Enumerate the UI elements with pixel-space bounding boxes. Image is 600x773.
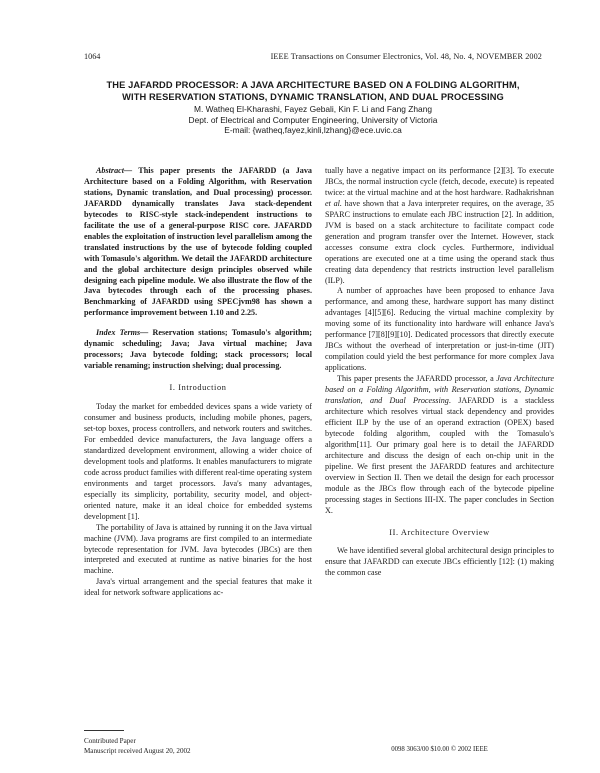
intro-paragraph-4: A number of approaches have been proposed to enhance Java performance, and among these, hardware support has many distinct advantages [4][5][6]. Reducing the virtual machine complexity by moving some of its functionality into hardware will enhance Java's performance [7][8][9][10]. Dedicated processors that directly execute JBCs without the overhead of interpretation or just-in-time (JIT) compilation could yield the best performance for more complex Java applications. bbox=[325, 286, 554, 373]
manuscript-received: Manuscript received August 20, 2002 bbox=[84, 747, 191, 755]
abstract-label: Abstract— bbox=[96, 166, 133, 175]
right-column bbox=[325, 166, 554, 579]
section-heading-introduction: I. Introduction bbox=[169, 383, 227, 393]
abstract-text: This paper presents the JAFARDD (a Java Architecture based on a Folding Algorithm, with Reservation stations, Dynamic translation, and Dual processing) processor. JAFARDD dynamically translates Java stack-dependent bytecodes to RISC-style stack-independent instructions to facilitate the use of a general-purpose RISC core. JAFARDD enables the exploitation of instruction level parallelism among the translated instructions by the use of bytecode folding coupled with Tomasulo's algorithm. We detail the JAFARDD architecture and the global architecture design principles observed while designing each pipeline module. We also illustrate the flow of the Java bytecodes through each of the processing phases. Benchmarking of JAFARDD using SPECjvm98 has shown a performance improvement between 1.10 and 2.25. bbox=[84, 166, 312, 318]
running-header bbox=[84, 52, 542, 64]
intro-paragraph-2: The portability of Java is attained by running it on the Java virtual machine (JVM). Java programs are first compiled to an intermediate bytecode representation for JVM. Java bytecodes (JBCs) are then interpreted and executed at runtime as native binaries for the host machine. bbox=[84, 522, 312, 576]
author-email: E-mail: {watheq,fayez,kinli,lzhang}@ece.uvic.ca bbox=[224, 125, 402, 135]
title-line-1: THE JAFARDD PROCESSOR: A JAVA ARCHITECTURE BASED ON A FOLDING ALGORITHM, bbox=[106, 80, 520, 90]
left-column bbox=[84, 166, 312, 599]
copyright-notice: 0098 3063/00 $10.00 © 2002 IEEE bbox=[391, 746, 488, 753]
author-block bbox=[84, 104, 542, 136]
intro-paragraph-3-cont bbox=[325, 166, 554, 286]
index-terms-text: Reservation stations; Tomasulo's algorithm; dynamic scheduling; Java; Java virtual machine; Java processors; Java bytecode folding; stack processors; local variable renaming; instruction shelving; dual processing. bbox=[84, 328, 312, 371]
text-run: tually have a negative impact on its performance [2][3]. To execute JBCs, the normal instruction cycle (fetch, decode, execute) is repeated twice: at the virtual machine and at the host hardware. Radhakrishnan bbox=[325, 166, 554, 197]
page-number: 1064 bbox=[84, 52, 101, 61]
intro-paragraph-1: Today the market for embedded devices spans a wide variety of consumer and business products, including mobile phones, pagers, set-top boxes, process controllers, and network routers and switches. For embedded device manufacturers, the Java language offers a standardized development environment, allowing a wider choice of development tools and platforms. It enables manufacturers to migrate code across product families with different real-time operating system environments and target processors. Java's many advantages, especially its simplicity, portability, security model, and object-oriented nature, make it an ideal choice for embedded systems development [1]. bbox=[84, 402, 312, 521]
footnote-divider bbox=[84, 730, 124, 731]
footnotes bbox=[84, 736, 312, 756]
author-affiliation: Dept. of Electrical and Computer Engineering, University of Victoria bbox=[188, 114, 438, 125]
contributed-note: Contributed Paper bbox=[84, 737, 136, 745]
text-run-italic: et al. bbox=[325, 198, 342, 208]
text-run: have shown that a Java interpreter requires, on the average, 35 SPARC instructions to emulate each JBC instruction [2]. In addition, JVM is based on a stack architecture to facilitate compact code generation and program transfer over the Internet. However, stack accesses consume extra clock cycles. Furthermore, individual operations are executed one at a time using the operand stack thus creating data dependency that restricts instruction level parallelism (ILP). bbox=[325, 198, 555, 285]
section-heading-architecture-overview: II. Architecture Overview bbox=[389, 527, 490, 537]
overview-paragraph-1: We have identified several global architectural design principles to ensure that JAFARDD can execute JBCs efficiently [12]: (1) making the common case bbox=[325, 546, 554, 578]
author-names: M. Watheq El-Kharashi, Fayez Gebali, Kin F. Li and Fang Zhang bbox=[193, 104, 433, 114]
abstract bbox=[84, 166, 312, 319]
intro-paragraph-3: Java's virtual arrangement and the special features that make it ideal for network software applications ac- bbox=[84, 577, 312, 598]
intro-paragraph-5 bbox=[325, 374, 554, 516]
paper-title bbox=[84, 79, 542, 103]
index-terms-label: Index Terms— bbox=[96, 328, 149, 338]
text-run: This paper presents the JAFARDD processor, a bbox=[337, 374, 497, 384]
text-run-italic: Java Architecture based on a Folding Algorithm, with Reservation stations, Dynamic translation, and Dual Processing bbox=[325, 374, 555, 406]
journal-citation: IEEE Transactions on Consumer Electronics, Vol. 48, No. 4, NOVEMBER 2002 bbox=[270, 52, 542, 61]
text-run: . JAFARDD is a stackless architecture which resolves virtual stack dependency and provides efficient ILP by the use of an operand extraction (OPEX) based bytecode folding algorithm, coupled with the Tomasulo's algorithm[11]. Our primary goal here is to detail the JAFARDD architecture and discuss the design of each on-chip unit in the pipeline. We first present the JAFARDD features and architecture overview in Section II. Then we detail the design for each processor module as the JBCs flow through each of the bytecode pipeline processing stages in Sections III-IX. The paper concludes in Section X. bbox=[325, 396, 554, 515]
index-terms bbox=[84, 328, 312, 372]
title-block bbox=[84, 79, 542, 136]
title-line-2: WITH RESERVATION STATIONS, DYNAMIC TRANSLATION, AND DUAL PROCESSING bbox=[122, 92, 504, 102]
